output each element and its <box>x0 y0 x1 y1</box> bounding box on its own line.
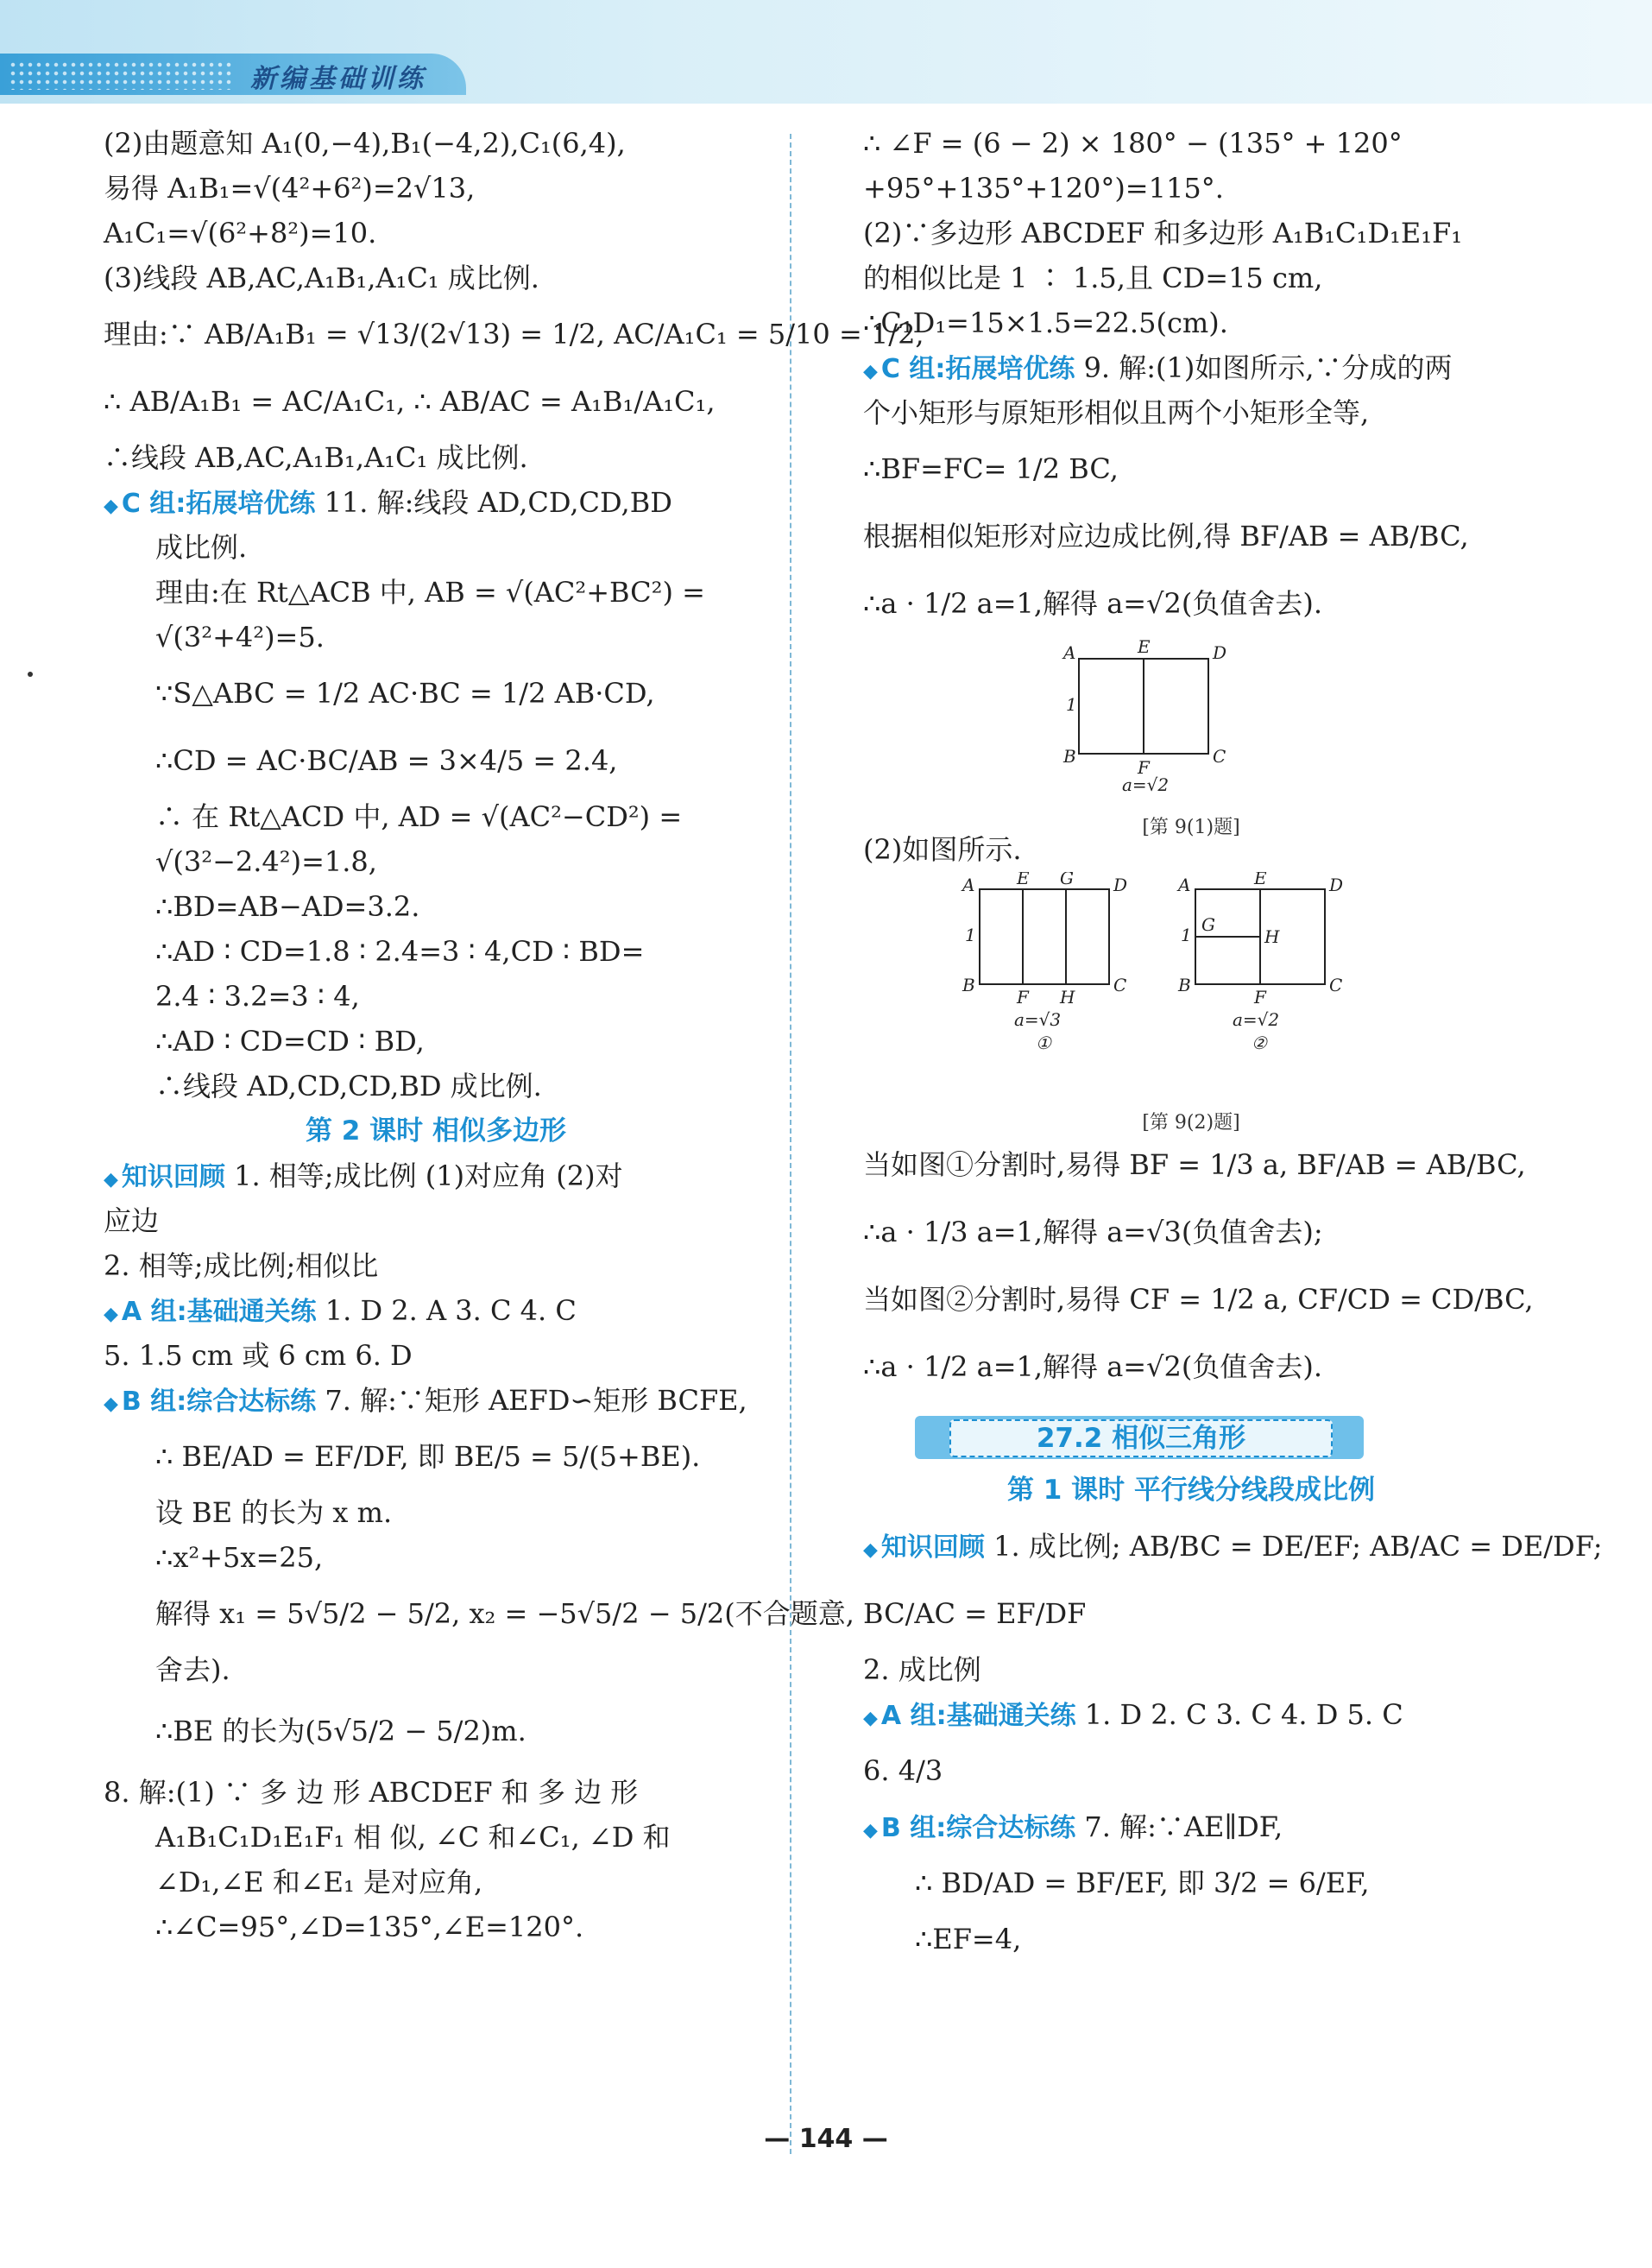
text-line: ∴ AB/A₁B₁ = AC/A₁C₁, ∴ AB/AC = A₁B₁/A₁C₁, <box>104 385 716 418</box>
margin-dot <box>28 672 33 677</box>
text-line: ∴x²+5x=25, <box>155 1541 324 1574</box>
section-tag: ◆ C 组:拓展培优练 <box>863 354 1075 384</box>
text-line: 8. 解:(1) ∵ 多 边 形 ABCDEF 和 多 边 形 <box>104 1776 639 1809</box>
text-line: ∵S△ABC = 1/2 AC·BC = 1/2 AB·CD, <box>155 677 655 710</box>
sub-label-1: ① <box>1036 1033 1051 1053</box>
label-A: A <box>1063 642 1076 663</box>
label-D: D <box>1213 642 1227 663</box>
label-G: G <box>1201 914 1215 935</box>
label-E: E <box>1138 637 1151 657</box>
label-a: a=√3 <box>1014 1009 1062 1030</box>
chapter-section-title: 27.2 相似三角形 <box>949 1419 1333 1457</box>
label-A: A <box>1178 875 1191 895</box>
section-tag: ◆ 知识回顾 <box>104 1162 225 1192</box>
text-line: 2. 相等;成比例;相似比 <box>104 1249 379 1282</box>
section-line <box>863 1804 1519 1849</box>
section-line <box>104 1288 768 1333</box>
text-line: ∴ 在 Rt△ACD 中, AD = √(AC²−CD²) = <box>155 800 683 833</box>
label-A: A <box>962 875 975 895</box>
label-B: B <box>1178 975 1191 995</box>
text-line: 根据相似矩形对应边成比例,得 BF/AB = AB/BC, <box>863 520 1469 553</box>
text-line: ∴a · 1/3 a=1,解得 a=√3(负值舍去); <box>863 1216 1323 1248</box>
section-line <box>863 345 1519 390</box>
section-tag: ◆ A 组:基础通关练 <box>863 1701 1076 1731</box>
text-line: 当如图②分割时,易得 CF = 1/2 a, CF/CD = CD/BC, <box>863 1283 1534 1316</box>
text-line: ∴CD = AC·BC/AB = 3×4/5 = 2.4, <box>155 744 618 777</box>
label-a: a=√2 <box>1233 1009 1280 1030</box>
text-line: 2.4 ∶ 3.2=3 ∶ 4, <box>155 980 360 1013</box>
text-line: ∴BE 的长为(5√5/2 − 5/2)m. <box>155 1715 526 1747</box>
label-C: C <box>1213 746 1226 767</box>
text-span: 1. D 2. C 3. C 4. D 5. C <box>1084 1698 1403 1731</box>
text-line: 设 BE 的长为 x m. <box>155 1496 393 1529</box>
text-line: ∴AD ∶ CD=1.8 ∶ 2.4=3 ∶ 4,CD ∶ BD= <box>155 935 645 968</box>
text-line: 理由:∵ AB/A₁B₁ = √13/(2√13) = 1/2, AC/A₁C₁ = 5/10 = 1/2, <box>104 318 924 351</box>
text-line: ∴线段 AB,AC,A₁B₁,A₁C₁ 成比例. <box>104 441 528 474</box>
text-span: 7. 解:∵AE∥DF, <box>1084 1810 1283 1843</box>
section-tag: ◆ B 组:综合达标练 <box>863 1813 1075 1843</box>
text-line: BC/AC = EF/DF <box>863 1597 1087 1630</box>
text-line: ∴a · 1/2 a=1,解得 a=√2(负值舍去). <box>863 587 1323 620</box>
text-span: 11. 解:线段 AD,CD,CD,BD <box>324 486 672 519</box>
text-line: ∴ ∠F = (6 − 2) × 180° − (135° + 120° <box>863 127 1403 160</box>
text-line: A₁B₁C₁D₁E₁F₁ 相 似, ∠C 和∠C₁, ∠D 和 <box>155 1821 671 1854</box>
right-column <box>863 121 1603 1962</box>
text-line: 应边 <box>104 1204 160 1237</box>
label-H: H <box>1264 926 1280 947</box>
label-D: D <box>1113 875 1128 895</box>
label-C: C <box>1113 975 1127 995</box>
text-line: ∴线段 AD,CD,CD,BD 成比例. <box>155 1070 542 1102</box>
text-line: √(3²−2.4²)=1.8, <box>155 845 377 878</box>
figure-9-1-caption: [第 9(1)题] <box>1142 817 1240 838</box>
figure-9-1 <box>863 637 1519 838</box>
page-number-value: 144 <box>798 2124 854 2154</box>
text-line: ∠D₁,∠E 和∠E₁ 是对应角, <box>155 1866 483 1898</box>
text-line: 个小矩形与原矩形相似且两个小矩形全等, <box>863 396 1370 429</box>
label-E: E <box>1017 872 1030 888</box>
text-line: ∴BD=AB−AD=3.2. <box>155 890 420 923</box>
section-line <box>104 480 768 525</box>
section-line <box>863 1513 1603 1580</box>
text-line: ∴BF=FC= 1/2 BC, <box>863 452 1119 485</box>
label-C: C <box>1329 975 1343 995</box>
text-line: +95°+135°+120°)=115°. <box>863 172 1224 205</box>
text-line: ∴a · 1/2 a=1,解得 a=√2(负值舍去). <box>863 1350 1323 1383</box>
sub-label-2: ② <box>1252 1033 1267 1053</box>
text-span: 7. 解:∵矩形 AEFD∽矩形 BCFE, <box>325 1384 747 1417</box>
text-line: 理由:在 Rt△ACB 中, AB = √(AC²+BC²) = <box>155 576 705 609</box>
page-number: — 144 — <box>764 2124 888 2154</box>
text-line: ∴C₁D₁=15×1.5=22.5(cm). <box>863 306 1228 339</box>
lesson-heading: 第 1 课时 平行线分线段成比例 <box>1007 1475 1375 1506</box>
label-F: F <box>1017 987 1029 1008</box>
label-1: 1 <box>1066 694 1077 715</box>
text-line: A₁C₁=√(6²+8²)=10. <box>104 217 377 250</box>
text-line: 舍去). <box>155 1653 230 1686</box>
text-line: 解得 x₁ = 5√5/2 − 5/2, x₂ = −5√5/2 − 5/2(不合题意, <box>155 1597 854 1630</box>
label-E: E <box>1254 872 1267 888</box>
label-B: B <box>962 975 975 995</box>
text-line: √(3²+4²)=5. <box>155 621 325 654</box>
section-tag: ◆ B 组:综合达标练 <box>104 1387 316 1417</box>
section-tag: ◆ C 组:拓展培优练 <box>104 489 315 519</box>
column-divider <box>790 134 791 2154</box>
header-dots <box>9 60 233 90</box>
section-line <box>104 1378 768 1423</box>
label-G: G <box>1060 872 1074 888</box>
text-line: ∴ BE/AD = EF/DF, 即 BE/5 = 5/(5+BE). <box>155 1440 701 1473</box>
text-line: (3)线段 AB,AC,A₁B₁,A₁C₁ 成比例. <box>104 262 539 294</box>
text-line: 6. 4/3 <box>863 1754 943 1787</box>
text-line: 成比例. <box>155 531 248 564</box>
label-1: 1 <box>965 925 976 945</box>
label-1: 1 <box>1181 925 1192 945</box>
text-line: (2)如图所示. <box>863 833 1022 866</box>
text-line: ∴AD ∶ CD=CD ∶ BD, <box>155 1025 425 1058</box>
text-span: 9. 解:(1)如图所示,∵分成的两 <box>1083 351 1453 384</box>
text-line: (2)由题意知 A₁(0,−4),B₁(−4,2),C₁(6,4), <box>104 127 626 160</box>
label-B: B <box>1063 746 1076 767</box>
label-D: D <box>1329 875 1344 895</box>
text-span: 1. D 2. A 3. C 4. C <box>325 1294 577 1327</box>
text-span: 1. 成比例; AB/BC = DE/EF; AB/AC = DE/DF; <box>993 1530 1603 1563</box>
section-line <box>104 1153 768 1198</box>
text-line: 的相似比是 1 ∶ 1.5,且 CD=15 cm, <box>863 262 1323 294</box>
label-a: a=√2 <box>1122 774 1170 793</box>
figure-9-2 <box>863 872 1519 1134</box>
book-title: 新编基础训练 <box>250 64 426 94</box>
lesson-heading: 第 2 课时 相似多边形 <box>306 1115 566 1147</box>
figure-9-2-caption: [第 9(2)题] <box>1142 1112 1240 1134</box>
figure-9-1-diagram <box>863 637 1519 793</box>
text-line: (2)∵多边形 ABCDEF 和多边形 A₁B₁C₁D₁E₁F₁ <box>863 217 1463 250</box>
figure-9-2-diagram <box>863 872 1519 1088</box>
text-span: 1. 相等;成比例 (1)对应角 (2)对 <box>234 1159 623 1192</box>
text-line: 当如图①分割时,易得 BF = 1/3 a, BF/AB = AB/BC, <box>863 1148 1526 1181</box>
text-line: ∴ BD/AD = BF/EF, 即 3/2 = 6/EF, <box>915 1867 1370 1899</box>
label-F: F <box>1254 987 1266 1008</box>
text-line: ∴EF=4, <box>915 1923 1022 1955</box>
section-tag: ◆ 知识回顾 <box>863 1532 985 1563</box>
text-line: ∴∠C=95°,∠D=135°,∠E=120°. <box>155 1911 584 1943</box>
text-line: 2. 成比例 <box>863 1653 981 1686</box>
section-line <box>863 1692 1519 1737</box>
chapter-section-bar <box>915 1416 1364 1459</box>
text-line: 5. 1.5 cm 或 6 cm 6. D <box>104 1339 413 1372</box>
label-H: H <box>1060 987 1075 1008</box>
section-tag: ◆ A 组:基础通关练 <box>104 1297 317 1327</box>
label-F: F <box>1138 757 1150 778</box>
text-line: 易得 A₁B₁=√(4²+6²)=2√13, <box>104 172 476 205</box>
